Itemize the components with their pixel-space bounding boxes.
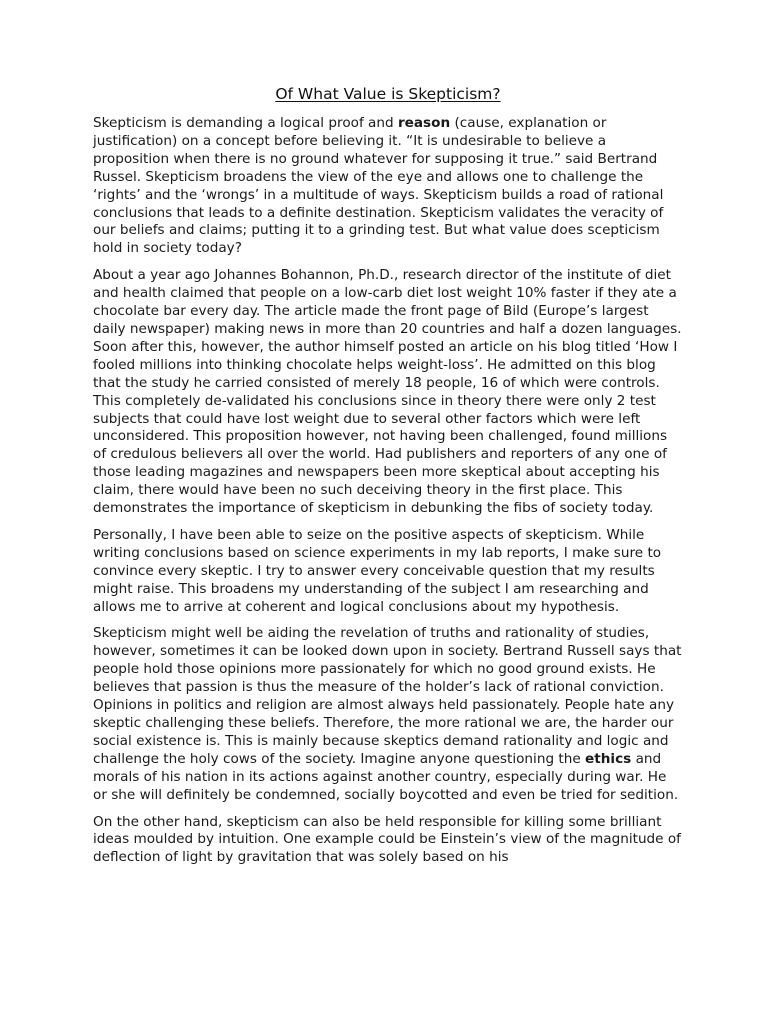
paragraph-4 bbox=[93, 625, 683, 804]
text-run: On the other hand, skepticism can also be held responsible for killing some brilliant ideas moulded by intuition. One example could be Einstein’s view of the magnitude of deflection of light by gravitation that was solely based on his bbox=[93, 813, 681, 866]
paragraph-2 bbox=[93, 267, 683, 518]
paragraph-1 bbox=[93, 115, 683, 258]
bold-term-reason: reason bbox=[397, 115, 451, 131]
text-run: Personally, I have been able to seize on the positive aspects of skepticism. While writing conclusions based on science experiments in my lab reports, I make sure to convince every skeptic. I try to answer every conceivable question that my results might raise. This broadens my understanding of the subject I am researching and allows me to arrive at coherent and logical conclusions about my hypothesis. bbox=[93, 526, 662, 615]
text-run: Skepticism might well be aiding the revelation of truths and rationality of studies, however, sometimes it can be looked down upon in society. Bertrand Russell says that people hold those opinions more passionately for which no good ground exists. He believes that passion is thus the measure of the holder’s lack of rational conviction. Opinions in politics and religion are almost always held passionately. People hate any skeptic challenging these beliefs. Therefore, the more rational we are, the harder our social existence is. This is mainly because skeptics demand rationality and logic and challenge the holy cows of the society. Imagine anyone questioning the bbox=[93, 625, 682, 767]
text-run: (cause, explanation or justification) on a concept before believing it. “It is undesirable to believe a proposition when there is no ground whatever for supposing it true.” said Bertrand Russel. Skepticism broadens the view of the eye and allows one to challenge the ‘rights’ and the ‘wrongs’ in a multitude of ways. Skepticism builds a road of rational conclusions that leads to a definite destination. Skepticism validates the veracity of our beliefs and claims; putting it to a grinding test. But what value does scepticism hold in society today? bbox=[93, 115, 664, 257]
bold-term-ethics: ethics bbox=[585, 750, 632, 767]
document-title: Of What Value is Skepticism? bbox=[275, 85, 501, 103]
text-run: About a year ago Johannes Bohannon, Ph.D., research director of the institute of diet and health claimed that people on a low-carb diet lost weight 10% faster if they ate a chocolate bar every day. The article made the front page of Bild (Europe’s largest daily newspaper) making news in more than 20 countries and half a dozen languages. Soon after this, however, the author himself posted an article on his blog titled ‘How I fooled millions into thinking chocolate helps weight-loss’. He admitted on this blog that the study he carried consisted of merely 18 people, 16 of which were controls. This completely de-validated his conclusions since in theory there were only 2 test subjects that could have lost weight due to several other factors which were left unconsidered. This proposition however, not having been challenged, found millions of credulous believers all over the world. Had publishers and reporters of any one of those leading magazines and newspapers been more skeptical about accepting his claim, there would have been no such deceiving theory in the first place. This demonstrates the importance of skepticism in debunking the fibs of society today. bbox=[93, 267, 682, 517]
text-run: and morals of his nation in its actions against another country, especially during war. He or she will definitely be condemned, socially boycotted and even be tried for sedition. bbox=[93, 750, 679, 803]
text-run: Skepticism is demanding a logical proof and bbox=[93, 115, 398, 131]
paragraph-3 bbox=[93, 527, 683, 617]
paragraph-5 bbox=[93, 814, 683, 868]
document-page bbox=[93, 84, 683, 876]
